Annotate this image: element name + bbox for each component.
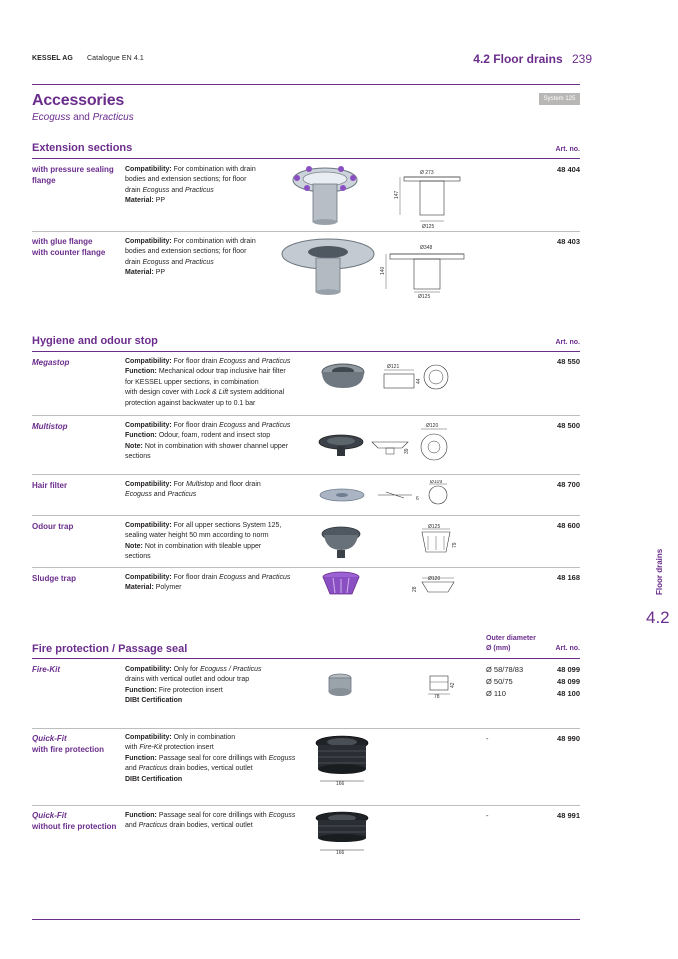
side-tab-text: Floor drains	[655, 548, 664, 595]
page-title: Accessories	[32, 92, 125, 109]
product-description	[125, 733, 300, 785]
desc-brand: Ecoguss	[142, 258, 170, 266]
product-name-text: Quick-Fit	[32, 734, 67, 743]
desc-text: PP	[153, 269, 166, 277]
label-note: Note:	[125, 442, 143, 450]
desc-text: For combination with drain	[171, 166, 256, 173]
desc-text: and floor drain	[214, 481, 261, 488]
technical-drawing	[414, 522, 470, 558]
section-title-fire: Fire protection / Passage seal	[32, 643, 188, 655]
footer-rule	[32, 919, 580, 920]
desc-text: and	[246, 422, 262, 429]
header-rule	[32, 84, 580, 85]
label-material: Material:	[125, 584, 154, 592]
desc-text: for KESSEL upper sections, in combination	[125, 378, 259, 386]
article-number: 48 100	[557, 689, 580, 698]
desc-text: bodies and extension sections; for floor	[125, 248, 247, 256]
desc-text: PP	[153, 197, 166, 205]
product-name-text: Quick-Fit	[32, 811, 67, 820]
desc-text: and	[169, 186, 185, 194]
artno-header-fire: Art. no.	[555, 645, 580, 652]
od-header	[486, 634, 536, 654]
product-photo-extension-glue	[278, 232, 378, 298]
side-tab-label	[648, 547, 670, 595]
desc-text: Odour, foam, rodent and insect stop	[156, 432, 271, 440]
desc-brand: Practicus	[138, 822, 168, 830]
desc-text: and	[246, 358, 262, 365]
desc-text: For all upper sections System 125,	[171, 522, 282, 529]
technical-drawing	[410, 572, 472, 596]
technical-drawing	[392, 165, 472, 229]
section-label: 4.2 Floor drains	[473, 52, 563, 66]
dimension-label: 44	[416, 378, 422, 384]
outer-diameter-value: Ø 50/75	[486, 677, 513, 686]
product-name-line: flange	[32, 176, 56, 185]
label-certification: DIBt Certification	[125, 775, 183, 783]
label-compatibility: Compatibility:	[125, 666, 172, 673]
outer-diameter-value: -	[486, 734, 489, 743]
article-number: 48 099	[557, 677, 580, 686]
product-name	[32, 357, 124, 368]
dimension-label: Ø348	[420, 245, 433, 251]
label-material: Material:	[125, 197, 154, 205]
od-header-line: Ø (mm)	[486, 645, 511, 652]
section-title-extension: Extension sections	[32, 142, 133, 154]
desc-text: drain bodies, vertical outlet	[167, 765, 253, 773]
product-description	[125, 811, 300, 832]
desc-brand: Ecoguss	[219, 574, 246, 581]
row-divider	[32, 728, 580, 729]
desc-brand: Practicus	[261, 422, 291, 429]
desc-text: and	[169, 258, 185, 266]
desc-text: drain	[125, 186, 143, 194]
desc-brand: Practicus	[184, 258, 214, 266]
dimension-label: 78	[434, 694, 440, 700]
label-compatibility: Compatibility:	[125, 481, 172, 488]
desc-text: sections	[125, 453, 151, 461]
dimension-label: Ø125	[418, 294, 431, 300]
desc-brand: Practicus	[138, 765, 168, 773]
product-name-text: Multistop	[32, 422, 68, 431]
label-note: Note:	[125, 542, 143, 550]
dimension-label: 6	[416, 496, 419, 502]
label-function: Function:	[125, 754, 157, 762]
product-name	[32, 421, 124, 432]
dimension-label: Ø120	[426, 423, 439, 429]
desc-text: For floor drain	[171, 358, 220, 365]
side-tab-number: 4.2	[646, 608, 670, 627]
product-photo-sludge-trap	[320, 570, 362, 598]
row-divider	[32, 805, 580, 806]
product-name	[32, 733, 132, 755]
technical-drawing	[380, 240, 472, 300]
desc-brand: Practicus	[261, 574, 291, 581]
desc-text: sealing water height 50 mm according to norm	[125, 532, 269, 540]
artno-header-extension: Art. no.	[555, 146, 580, 153]
dimension-label: 42	[450, 682, 456, 688]
running-header-left	[32, 55, 144, 62]
article-number: 48 500	[557, 421, 580, 430]
page-subtitle	[32, 112, 134, 123]
label-function: Function:	[125, 432, 157, 440]
desc-text: Passage seal for core drillings with	[156, 754, 269, 762]
desc-text: protection against backwater up to 0.1 bar	[125, 399, 256, 407]
desc-brand: Ecoguss / Practicus	[200, 666, 262, 673]
label-compatibility: Compatibility:	[125, 238, 172, 245]
desc-text: system additional	[228, 389, 285, 397]
article-number-list	[557, 664, 580, 700]
outer-diameter-list	[486, 664, 523, 700]
product-name: Odour trap	[32, 522, 74, 531]
desc-brand: Practicus	[261, 358, 291, 365]
product-photo-hair-filter	[318, 486, 366, 504]
system-badge: System 125	[539, 93, 580, 105]
dimension-label: 166	[336, 781, 345, 787]
subtitle-and: and	[70, 112, 93, 123]
desc-text: protection insert	[161, 744, 214, 752]
product-description	[125, 573, 315, 594]
desc-brand: Ecoguss	[268, 812, 296, 819]
product-name-text: Megastop	[32, 358, 70, 367]
product-name: Sludge trap	[32, 574, 77, 583]
desc-brand: Lock & Lift	[195, 389, 229, 397]
dimension-label: 166	[336, 850, 345, 856]
desc-text: drains with vertical outlet and odour trap	[125, 676, 250, 684]
outer-diameter-value: Ø 58/78/83	[486, 665, 524, 674]
desc-text: Not in combination with shower channel upper	[142, 442, 289, 450]
product-photo-quick-fit-fire	[312, 733, 372, 789]
product-description	[125, 521, 315, 563]
product-name	[32, 810, 132, 832]
product-description	[125, 421, 315, 463]
technical-drawing	[372, 480, 468, 506]
desc-brand: Ecoguss	[268, 754, 296, 762]
product-photo-extension-pressure	[285, 158, 365, 228]
article-number: 48 168	[557, 573, 580, 582]
desc-brand: Practicus	[167, 491, 197, 499]
product-photo-megastop	[318, 360, 368, 392]
desc-brand: Multistop	[186, 481, 215, 488]
desc-text: drain	[125, 258, 143, 266]
desc-brand: Fire-Kit	[139, 744, 162, 752]
dimension-label: Ø125	[428, 524, 441, 530]
desc-text: and	[151, 491, 168, 499]
product-photo-fire-kit	[326, 672, 354, 698]
article-number: 48 990	[557, 734, 580, 743]
product-description	[125, 665, 295, 707]
technical-drawing	[424, 672, 464, 700]
desc-text: Passage seal for core drillings with	[156, 812, 269, 819]
product-name-text: Fire-Kit	[32, 665, 60, 674]
technical-drawing	[378, 362, 468, 396]
product-description	[125, 237, 295, 279]
article-number: 48 404	[557, 165, 580, 174]
label-compatibility: Compatibility:	[125, 358, 172, 365]
desc-text: Only for	[171, 666, 201, 673]
desc-text: sections	[125, 553, 151, 561]
desc-text: drain bodies, vertical outlet	[167, 822, 253, 830]
desc-text: Only in combination	[171, 734, 236, 741]
product-name-line: without fire protection	[32, 822, 117, 831]
label-compatibility: Compatibility:	[125, 734, 172, 741]
catalogue-label: Catalogue EN 4.1	[87, 55, 144, 62]
section-rule-hygiene	[32, 351, 580, 352]
outer-diameter-value: Ø 110	[486, 689, 506, 698]
dimension-label: Ø120	[428, 576, 441, 582]
product-name	[32, 664, 124, 675]
label-compatibility: Compatibility:	[125, 166, 172, 173]
desc-text: Polymer	[153, 584, 182, 592]
dimension-label: 147	[394, 190, 400, 199]
row-divider	[32, 567, 580, 568]
desc-text: For	[171, 481, 187, 488]
label-compatibility: Compatibility:	[125, 522, 172, 529]
dimension-label: Ø 273	[420, 170, 434, 176]
dimension-label: Ø109	[430, 480, 443, 485]
product-name	[32, 164, 124, 186]
section-title-hygiene: Hygiene and odour stop	[32, 335, 158, 347]
product-photo-multistop	[316, 430, 366, 460]
row-divider	[32, 515, 580, 516]
article-number: 48 403	[557, 237, 580, 246]
article-number: 48 600	[557, 521, 580, 530]
subtitle-brand-2: Practicus	[92, 112, 134, 123]
label-function: Function:	[125, 368, 157, 376]
product-description	[125, 357, 315, 409]
article-number: 48 550	[557, 357, 580, 366]
desc-text: with design cover with	[125, 389, 196, 397]
company-name: KESSEL AG	[32, 55, 73, 62]
desc-text: Mechanical odour trap inclusive hair filter	[156, 368, 286, 376]
desc-text: Fire protection insert	[156, 686, 223, 694]
desc-text: and	[125, 765, 139, 773]
label-function: Function:	[125, 686, 157, 694]
product-description	[125, 480, 315, 501]
desc-text: Not in combination with tileable upper	[142, 542, 262, 550]
product-name	[32, 236, 124, 258]
desc-brand: Practicus	[184, 186, 214, 194]
product-name: Hair filter	[32, 481, 68, 490]
subtitle-brand-1: Ecoguss	[32, 112, 71, 123]
desc-brand: Ecoguss	[219, 422, 246, 429]
desc-text: For combination with drain	[171, 238, 256, 245]
dimension-label: 79	[452, 542, 458, 548]
desc-text: and	[125, 822, 139, 830]
dimension-label: 39	[404, 448, 410, 454]
article-number: 48 700	[557, 480, 580, 489]
dimension-label: Ø125	[422, 224, 435, 229]
article-number: 48 991	[557, 811, 580, 820]
desc-text: with	[125, 744, 140, 752]
product-name-line: with glue flange	[32, 237, 93, 246]
label-certification: DIBt Certification	[125, 697, 183, 705]
desc-text: For floor drain	[171, 574, 220, 581]
dimension-label: 140	[380, 266, 386, 275]
label-compatibility: Compatibility:	[125, 422, 172, 429]
row-divider	[32, 415, 580, 416]
technical-drawing	[368, 422, 468, 464]
section-rule-fire	[32, 658, 580, 659]
product-name-line: with fire protection	[32, 745, 104, 754]
outer-diameter-value: -	[486, 811, 489, 820]
product-photo-quick-fit-no-fire	[312, 810, 372, 858]
label-compatibility: Compatibility:	[125, 574, 172, 581]
desc-brand: Ecoguss	[125, 491, 152, 499]
desc-brand: Ecoguss	[142, 186, 170, 194]
row-divider	[32, 474, 580, 475]
article-number: 48 099	[557, 665, 580, 674]
label-material: Material:	[125, 269, 154, 277]
dimension-label: Ø121	[387, 364, 400, 370]
desc-text: bodies and extension sections; for floor	[125, 176, 247, 184]
running-header-right	[473, 52, 592, 66]
desc-brand: Ecoguss	[219, 358, 246, 365]
product-name-line: with counter flange	[32, 248, 106, 257]
product-name-line: with pressure sealing	[32, 165, 114, 174]
label-function: Function:	[125, 812, 157, 819]
desc-text: For floor drain	[171, 422, 220, 429]
artno-header-hygiene: Art. no.	[555, 339, 580, 346]
product-photo-odour-trap	[318, 524, 364, 560]
product-description	[125, 165, 295, 207]
od-header-line: Outer diameter	[486, 635, 536, 642]
dimension-label: 28	[412, 586, 418, 592]
desc-text: and	[246, 574, 262, 581]
page-number: 239	[571, 52, 592, 66]
